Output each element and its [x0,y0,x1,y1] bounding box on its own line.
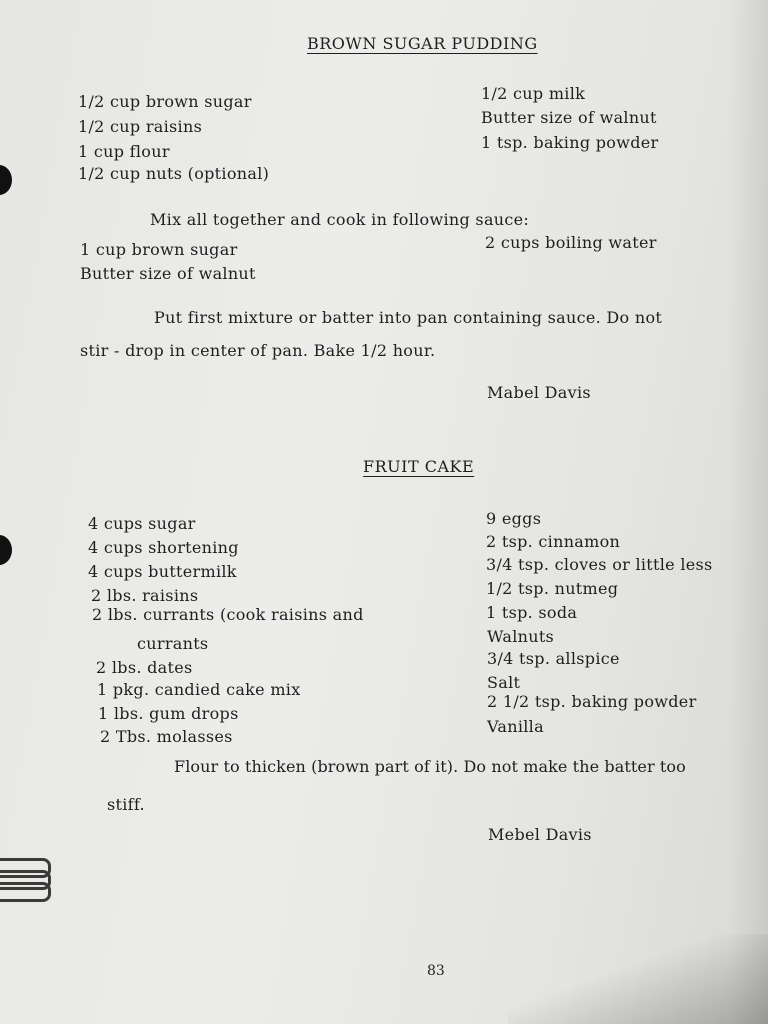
ingredient: Butter size of walnut [481,108,657,127]
ingredient: 2 1/2 tsp. baking powder [487,692,697,711]
ingredient: 4 cups sugar [88,514,196,533]
recipe-author: Mabel Davis [487,383,591,402]
instruction: stir - drop in center of pan. Bake 1/2 hour. [80,341,436,360]
ingredient: 1 cup flour [78,142,170,161]
sauce-ingredient: 2 cups boiling water [485,233,657,252]
ingredient: 2 tsp. cinnamon [486,532,621,551]
ingredient: 1/2 tsp. nutmeg [486,579,619,598]
ingredient: Vanilla [487,717,544,736]
ingredient: 2 lbs. currants (cook raisins and [92,605,364,624]
ingredient: 1/2 cup raisins [78,117,203,136]
page-number: 83 [427,963,445,979]
page-corner-shadow [508,934,768,1024]
ingredient: 2 lbs. dates [96,658,193,677]
ingredient: 3/4 tsp. allspice [487,649,620,668]
instruction: Mix all together and cook in following sauce: [150,210,530,229]
ingredient: currants [137,634,209,653]
instruction: Put first mixture or batter into pan containing sauce. Do not [154,308,663,327]
ingredient: 1/2 cup nuts (optional) [78,164,270,183]
binder-hole-2 [0,535,12,565]
ingredient: 4 cups shortening [88,538,239,557]
ingredient: Salt [487,673,521,692]
ingredient: Walnuts [487,627,555,646]
recipe-title-brown-sugar-pudding: BROWN SUGAR PUDDING [307,34,538,53]
ingredient: 1 tsp. soda [486,603,578,622]
recipe-title-fruit-cake: FRUIT CAKE [363,457,475,476]
ingredient: 9 eggs [486,509,542,528]
instruction: Flour to thicken (brown part of it). Do not make the batter too [174,757,686,776]
recipe-author: Mebel Davis [488,825,592,844]
ingredient: 1/2 cup brown sugar [78,92,252,111]
page-edge-shadow [728,0,768,1024]
binder-ring-3 [0,882,51,902]
ingredient: 2 lbs. raisins [91,586,199,605]
ingredient: 1 lbs. gum drops [98,704,239,723]
sauce-ingredient: Butter size of walnut [80,264,256,283]
ingredient: 3/4 tsp. cloves or little less [486,555,713,574]
ingredient: 1 tsp. baking powder [481,133,659,152]
ingredient: 1 pkg. candied cake mix [97,680,301,699]
ingredient: 1/2 cup milk [481,84,586,103]
sauce-ingredient: 1 cup brown sugar [80,240,238,259]
instruction: stiff. [107,795,145,814]
binder-hole-1 [0,165,12,195]
ingredient: 2 Tbs. molasses [100,727,233,746]
ingredient: 4 cups buttermilk [88,562,237,581]
